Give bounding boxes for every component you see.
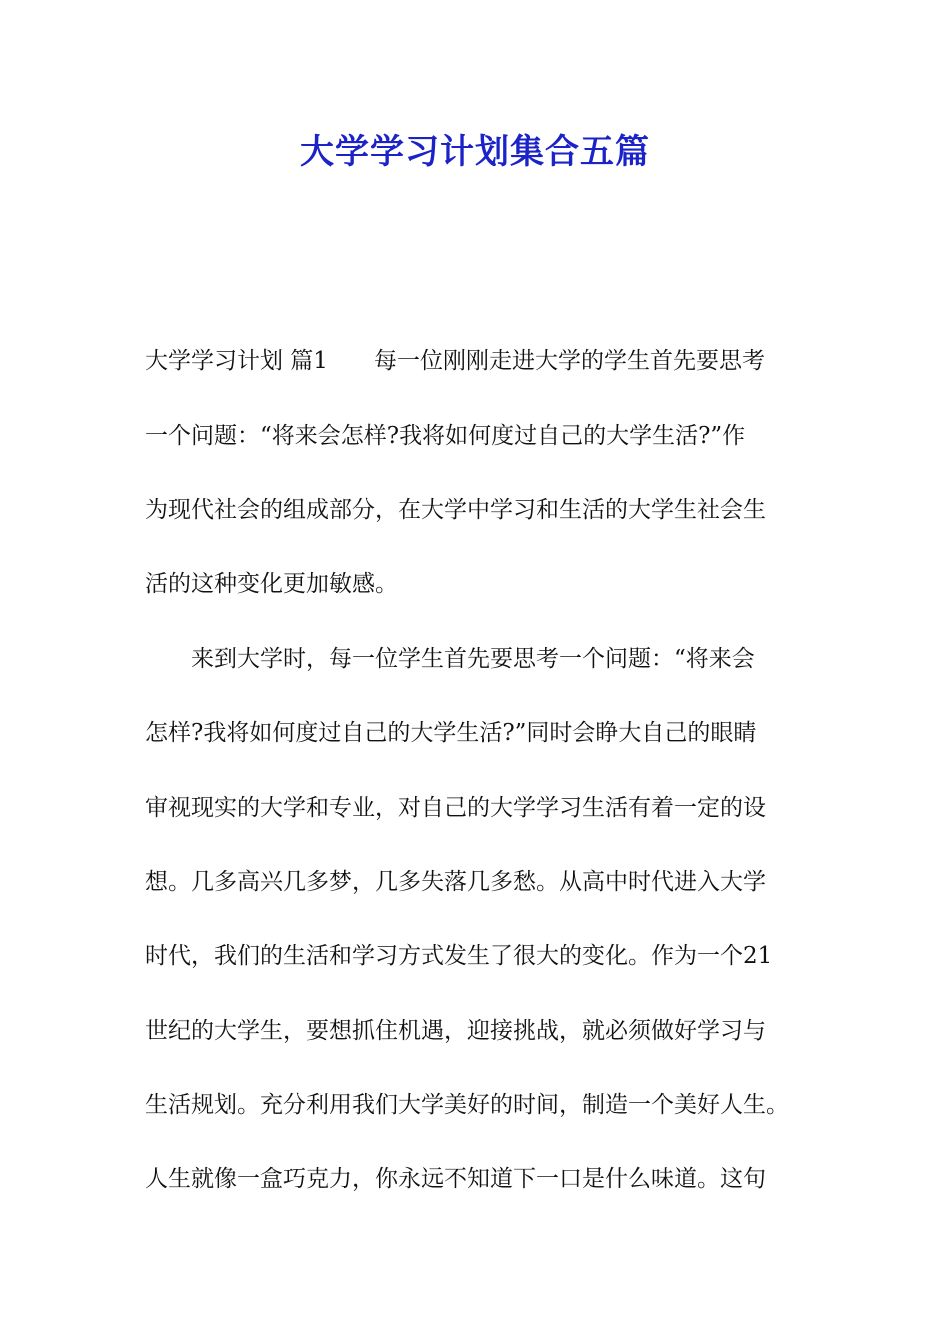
text-line: 活的这种变化更加敏感。 — [145, 571, 398, 597]
text-line: 世纪的大学生，要想抓住机遇，迎接挑战，就必须做好学习与 — [145, 1018, 766, 1044]
text-line: 怎样?我将如何度过自己的大学生活?”同时会睁大自己的眼睛 — [145, 720, 757, 746]
text-line: 来到大学时，每一位学生首先要思考一个问题：“将来会 — [145, 646, 755, 672]
text-line: 一个问题：“将来会怎样?我将如何度过自己的大学生活?”作 — [145, 423, 746, 449]
text-line: 想。几多高兴几多梦，几多失落几多愁。从高中时代进入大学 — [145, 869, 766, 895]
text-line: 为现代社会的组成部分，在大学中学习和生活的大学生社会生 — [145, 497, 766, 523]
text-line: 大学学习计划 篇1 每一位刚刚走进大学的学生首先要思考 — [145, 348, 765, 374]
text-line: 审视现实的大学和专业，对自己的大学学习生活有着一定的设 — [145, 795, 766, 821]
text-line: 时代，我们的生活和学习方式发生了很大的变化。作为一个21 — [145, 943, 773, 969]
text-line: 人生就像一盒巧克力，你永远不知道下一口是什么味道。这句 — [145, 1166, 766, 1192]
document-title: 大学学习计划集合五篇 — [300, 132, 650, 172]
text-line: 生活规划。充分利用我们大学美好的时间，制造一个美好人生。 — [145, 1092, 789, 1118]
